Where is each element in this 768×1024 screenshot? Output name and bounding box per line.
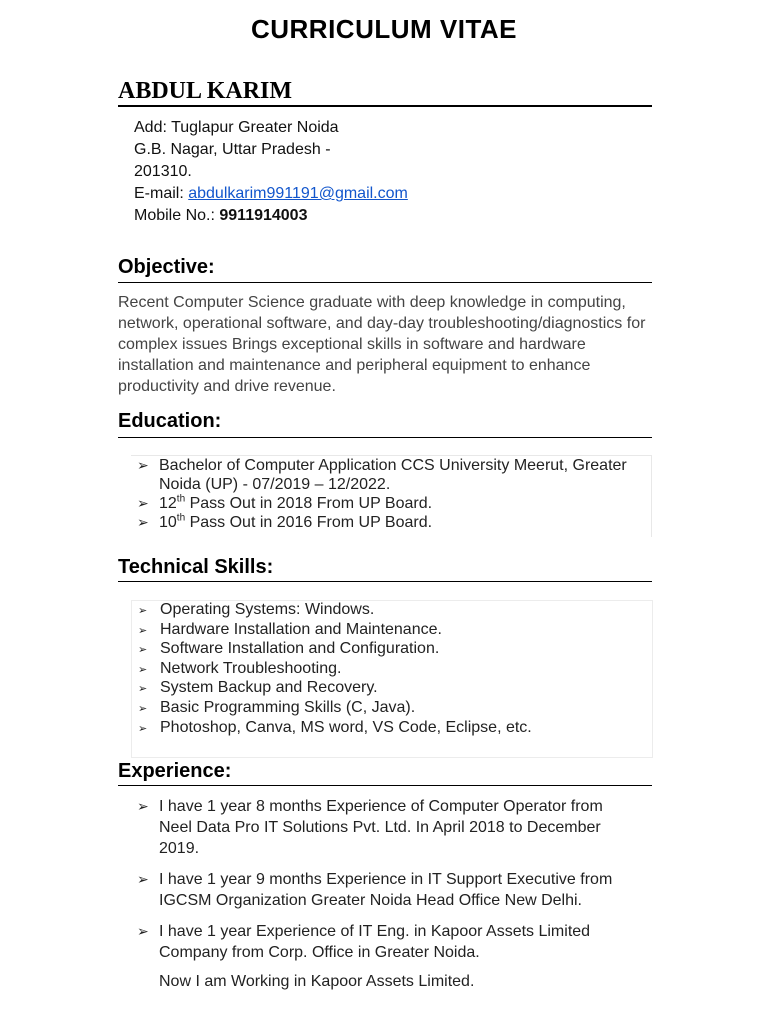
email-label: E-mail: — [134, 185, 189, 202]
skills-heading: Technical Skills: — [118, 556, 274, 578]
education-item-text: Pass Out in 2018 From UP Board. — [185, 495, 433, 512]
contact-block — [134, 117, 408, 227]
arrow-bullet-icon: ➢ — [138, 722, 148, 735]
experience-item-text: I have 1 year Experience of IT Eng. in Kapoor Assets Limited Company from Corp. Office in Greater Noida. — [159, 923, 591, 961]
experience-item — [137, 921, 637, 963]
education-list — [137, 456, 649, 532]
arrow-bullet-icon: ➢ — [138, 663, 148, 676]
skill-item — [138, 678, 648, 698]
education-rule — [118, 437, 652, 438]
experience-item-text: I have 1 year 9 months Experience in IT Support Executive from IGCSM Organization Greater Noida Head Office New Delhi. — [159, 871, 613, 909]
arrow-bullet-icon: ➢ — [138, 624, 148, 637]
skill-item — [138, 698, 648, 718]
arrow-bullet-icon: ➢ — [137, 457, 149, 473]
skill-item — [138, 718, 648, 738]
skill-item-text: Basic Programming Skills (C, Java). — [160, 698, 416, 716]
email-link[interactable]: abdulkarim991191@gmail.com — [188, 185, 408, 202]
skills-heading-block — [118, 556, 652, 579]
experience-heading-block — [118, 760, 652, 783]
skill-item-text: Software Installation and Configuration. — [160, 640, 440, 658]
skills-rule — [118, 581, 652, 582]
arrow-bullet-icon: ➢ — [137, 798, 149, 814]
skill-item-text: System Backup and Recovery. — [160, 679, 378, 697]
experience-list — [137, 796, 637, 973]
current-employment: Now I am Working in Kapoor Assets Limited. — [159, 973, 475, 990]
skill-item-text: Operating Systems: Windows. — [160, 601, 375, 618]
education-item-num: 12 — [159, 495, 177, 512]
skill-item — [138, 600, 648, 620]
experience-rule — [118, 785, 652, 786]
skill-item — [138, 639, 648, 659]
mobile-row — [134, 205, 408, 227]
email-row — [134, 183, 408, 205]
address-line-1: Add: Tuglapur Greater Noida — [134, 119, 339, 136]
education-item — [137, 513, 649, 532]
education-heading-block — [118, 410, 652, 433]
experience-item — [137, 869, 637, 911]
person-name: ABDUL KARIM — [118, 78, 293, 104]
name-block — [118, 78, 652, 107]
skill-item-text: Hardware Installation and Maintenance. — [160, 620, 442, 638]
objective-heading-block — [118, 256, 652, 279]
objective-text: Recent Computer Science graduate with deep knowledge in computing, network, operational software, and day-day troubleshooting/diagnostics for complex issues Brings exceptional skills in software and hardware installation and maintenance and peripheral equipment to enhance productivity and drive revenue. — [118, 294, 646, 395]
education-heading: Education: — [118, 410, 222, 432]
education-item-num: 10 — [159, 514, 177, 531]
skill-item-text: Network Troubleshooting. — [160, 659, 342, 677]
experience-item — [137, 796, 637, 859]
document-title: CURRICULUM VITAE — [250, 14, 518, 44]
arrow-bullet-icon: ➢ — [138, 702, 148, 715]
mobile-number: 9911914003 — [219, 207, 308, 224]
experience-item-text: I have 1 year 8 months Experience of Computer Operator from Neel Data Pro IT Solutions Pvt. Ltd. In April 2018 to December 2019. — [159, 798, 603, 857]
skill-item — [138, 659, 648, 679]
skills-list — [138, 600, 648, 737]
skill-item — [138, 620, 648, 640]
arrow-bullet-icon: ➢ — [137, 871, 149, 887]
objective-rule — [118, 282, 652, 283]
arrow-bullet-icon: ➢ — [137, 923, 149, 939]
experience-heading: Experience: — [118, 760, 232, 782]
education-item-sup: th — [176, 512, 186, 524]
education-item-text: Bachelor of Computer Application CCS University Meerut, Greater Noida (UP) - 07/2019 – 12/2022. — [159, 457, 627, 493]
education-item-text: Pass Out in 2016 From UP Board. — [185, 514, 433, 531]
arrow-bullet-icon: ➢ — [137, 514, 149, 530]
objective-heading: Objective: — [118, 256, 215, 278]
arrow-bullet-icon: ➢ — [138, 683, 148, 696]
arrow-bullet-icon: ➢ — [138, 644, 148, 657]
education-item-sup: th — [176, 493, 186, 505]
mobile-label: Mobile No.: — [134, 207, 220, 224]
address-line-3: 201310. — [134, 163, 192, 180]
address-line-2: G.B. Nagar, Uttar Pradesh - — [134, 141, 331, 158]
education-item — [137, 494, 649, 513]
arrow-bullet-icon: ➢ — [137, 495, 149, 511]
education-item — [137, 456, 649, 494]
arrow-bullet-icon: ➢ — [138, 605, 148, 617]
skill-item-text: Photoshop, Canva, MS word, VS Code, Eclipse, etc. — [160, 718, 532, 736]
